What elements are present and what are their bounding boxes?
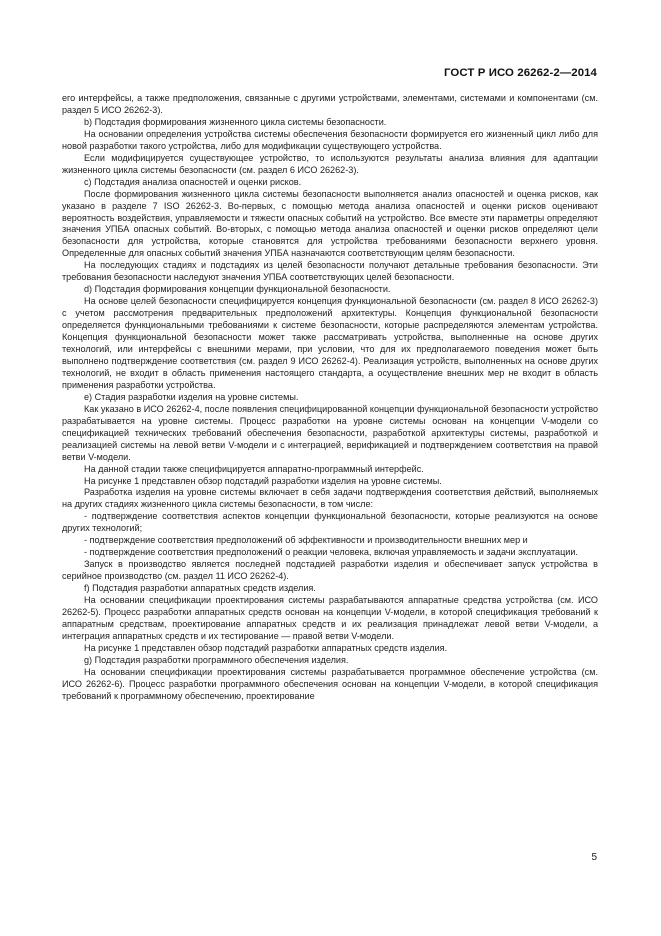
body-paragraph: g) Подстадия разработки программного обеспечения изделия. <box>84 654 349 665</box>
body-paragraph: - подтверждение соответствия предположений о реакции человека, включая управляемость и задачи эксплуатации. <box>84 547 578 558</box>
body-paragraph: c) Подстадия анализа опасностей и оценки рисков. <box>84 176 302 187</box>
body-paragraph: d) Подстадия формирования концепции функциональной безопасности. <box>84 284 391 295</box>
body-paragraph: На последующих стадиях и подстадиях из целей безопасности получают детальные требования безопасности. Эти требования безопасности наследуют значения УПБА соответствующих целей безопасности. <box>62 260 598 283</box>
body-paragraph: На рисунке 1 представлен обзор подстадий разработки изделия на уровне системы. <box>84 475 442 486</box>
body-paragraph: После формирования жизненного цикла системы безопасности выполняется анализ опасностей и оценка рисков, как указано в разделе 7 ISO 26262-3. Во-первых, с помощью метода анализа опасностей и оценки рисков оценивают вероятность воздействия, управляемости и тяжести опасных событий на устройство. Все вместе эти параметры определяют значения УПБА опасных событий. Во-вторых, с помощью метода анализа опасностей и оценки рисков определяют цели безопасности для устройства, которые становятся для устройства требованиями безопасности верхнего уровня. Определенные для опасных событий значения УПБА назначаются соответствующим целям безопасности. <box>62 188 598 259</box>
body-paragraph: его интерфейсы, а также предположения, связанные с другими устройствами, элементами, системами и компонентами (см. раздел 5 ИСО 26262-3). <box>62 93 598 115</box>
body-text <box>62 93 598 703</box>
body-paragraph: Как указано в ИСО 26262-4, после появления специфицированной концепции функциональной безопасности устройство разрабатывается на уровне системы. Процесс разработки на уровне системы основан на концепции V-модели со спецификацией технических требований обеспечения безопасности, разработкой архитектуры системы, разработкой и реализацией системы на левой ветви V-модели и с интеграцией, верификацией и подтверждением соответствия на правой ветви V-модели. <box>62 403 598 462</box>
body-paragraph: На основе целей безопасности специфицируется концепция функциональной безопасности (см. раздел 8 ИСО 26262-3) с учетом рассмотрения предварительных предположений архитектуры. Концепция функциональной безопасности определяется функциональными требованиями к системе безопасности, которые распределяются элементам устройства. Концепция функциональной безопасности может также рассматривать устройства, выполненные на основе других технологий, или интерфейсы с внешними мерами, при условии, что для их предполагаемого поведения может быть выполнено подтверждение соответствия (см. раздел 9 ИСО 26262-4). Реализация устройств, выполненных на основе других технологий, не входит в область применения настоящего стандарта, а осуществление внешних мер не входит в область применения разработки устройства. <box>62 296 598 390</box>
body-paragraph: e) Стадия разработки изделия на уровне системы. <box>84 391 299 402</box>
body-paragraph: - подтверждение соответствия аспектов концепции функциональной безопасности, которые реализуются на основе других технологий; <box>62 511 598 534</box>
body-paragraph: Разработка изделия на уровне системы включает в себя задачи подтверждения соответствия действий, выполняемых на других стадиях жизненного цикла системы безопасности, в том числе: <box>62 487 598 510</box>
body-paragraph: На основании определения устройства системы обеспечения безопасности формируется его жизненный цикл либо для новой разработки такого устройства, либо для модификации существующего устройства. <box>62 128 598 151</box>
body-paragraph: - подтверждение соответствия предположений об эффективности и производительности внешних мер и <box>84 535 528 546</box>
body-paragraph: На основании спецификации проектирования системы разрабатывается программное обеспечение устройства (см. ИСО 26262-6). Процесс разработки программного обеспечения основан на концепции V-модели, в которой спецификация требований к программному обеспечению, проектирование <box>62 666 598 701</box>
body-paragraph: На рисунке 1 представлен обзор подстадий разработки аппаратных средств изделия. <box>84 642 448 653</box>
page-number: 5 <box>591 852 597 863</box>
body-paragraph: Запуск в производство является последней подстадией разработки изделия и обеспечивает запуск устройства в серийное производство (см. раздел 11 ИСО 26262-4). <box>62 559 598 582</box>
body-paragraph: b) Подстадия формирования жизненного цикла системы безопасности. <box>84 116 387 127</box>
body-paragraph: Если модифицируется существующее устройство, то используются результаты анализа влияния для адаптации жизненного цикла системы безопасности (см. раздел 6 ИСО 26262-3). <box>62 152 598 175</box>
body-paragraph: f) Подстадия разработки аппаратных средств изделия. <box>84 583 316 594</box>
body-paragraph: На данной стадии также специфицируется аппаратно-программный интерфейс. <box>84 463 424 474</box>
body-paragraph: На основании спецификации проектирования системы разрабатываются аппаратные средства устройства (см. ИСО 26262-5). Процесс разработки аппаратных средств основан на концепции V-модели, в которой спецификация требований к аппаратным средствам, проектирование аппаратных средств и их реализация принадлежат левой ветви V-модели, а интеграция аппаратных средств и их тестирование — правой ветви V-модели. <box>62 595 598 641</box>
standard-code-header: ГОСТ Р ИСО 26262-2—2014 <box>444 67 597 79</box>
